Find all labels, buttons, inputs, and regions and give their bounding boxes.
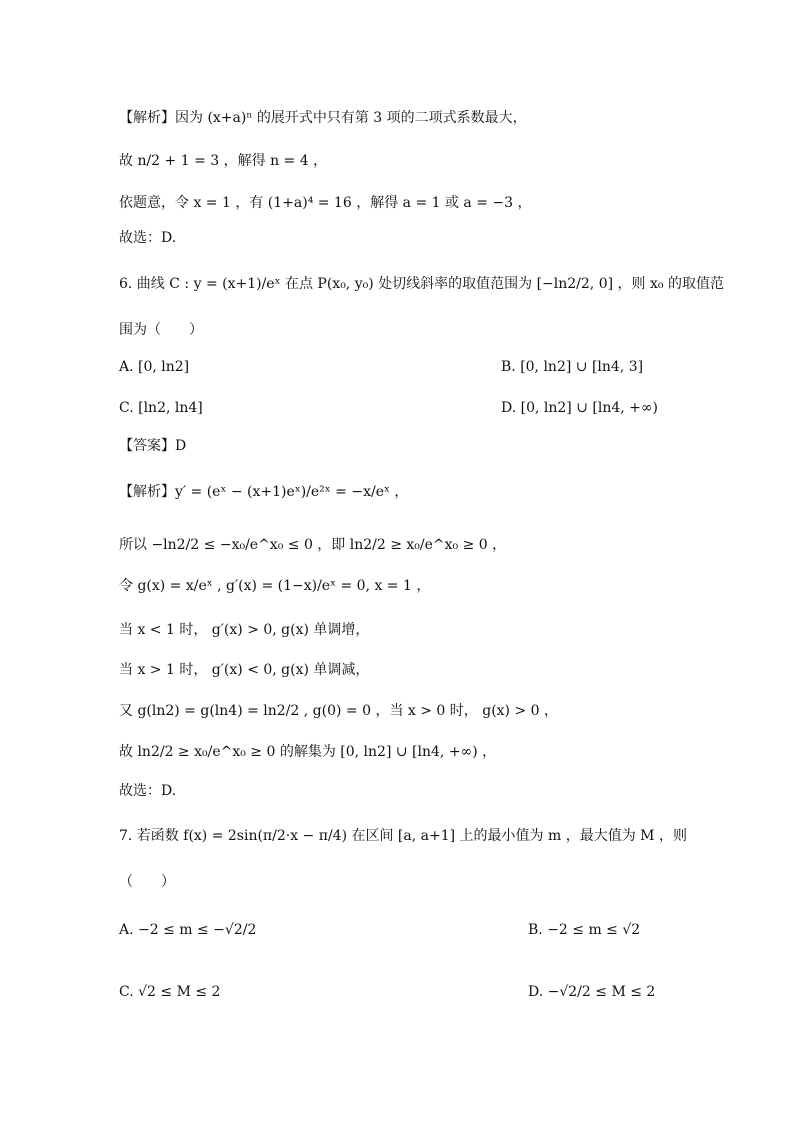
question-6-solution-line: 故选：D.	[119, 783, 177, 799]
question-6-solution-line: 故 ln2/2 ≥ x₀/e^x₀ ≥ 0 的解集为 [0, ln2] ∪ [ln4, +∞) ，	[119, 744, 497, 760]
question-6-solution-line: 所以 −ln2/2 ≤ −x₀/e^x₀ ≤ 0 ，即 ln2/2 ≥ x₀/e^x₀ ≥ 0 ，	[119, 537, 507, 553]
question-6-solution-line: 令 g(x) = x/eˣ , g′(x) = (1−x)/eˣ = 0, x = 1 ，	[119, 578, 431, 594]
question-6-option-b: B. [0, ln2] ∪ [ln4, 3]	[501, 359, 644, 375]
solution-5-line-2: 故 n/2 + 1 = 3 ，解得 n = 4 ，	[119, 153, 328, 169]
question-6-stem-line-2: 围为（ ）	[119, 322, 203, 338]
question-7-option-d: D. −√2/2 ≤ M ≤ 2	[528, 984, 656, 1000]
question-7-stem-line-1: 7. 若函数 f(x) = 2sin(π/2·x − π/4) 在区间 [a, a+1] 上的最小值为 m ，最大值为 M ，则	[119, 828, 687, 844]
question-6-solution-line: 当 x < 1 时， g′(x) > 0, g(x) 单调增，	[119, 622, 370, 638]
question-6-option-c: C. [ln2, ln4]	[119, 400, 203, 416]
question-7-option-a: A. −2 ≤ m ≤ −√2/2	[119, 922, 257, 938]
solution-5-line-1: 【解析】因为 (x+a)ⁿ 的展开式中只有第 3 项的二项式系数最大，	[119, 110, 527, 126]
solution-5-line-3: 依题意，令 x = 1 ，有 (1+a)⁴ = 16 ，解得 a = 1 或 a = −3 ，	[119, 195, 532, 211]
question-7-stem-line-2: （ ）	[119, 874, 175, 890]
question-6-answer: 【答案】D	[119, 438, 187, 454]
question-6-solution-line: 当 x > 1 时， g′(x) < 0, g(x) 单调减，	[119, 662, 370, 678]
question-7-option-c: C. √2 ≤ M ≤ 2	[119, 984, 221, 1000]
solution-5-choice: 故选：D.	[119, 230, 177, 246]
question-6-solution-line: 【解析】y′ = (eˣ − (x+1)eˣ)/e²ˣ = −x/eˣ ，	[119, 484, 409, 500]
question-6-stem-line-1: 6. 曲线 C : y = (x+1)/eˣ 在点 P(x₀, y₀) 处切线斜率的取值范围为 [−ln2/2, 0] ，则 x₀ 的取值范	[119, 276, 724, 292]
question-6-option-d: D. [0, ln2] ∪ [ln4, +∞)	[501, 400, 659, 416]
question-6-solution-line: 又 g(ln2) = g(ln4) = ln2/2 , g(0) = 0 ，当 x > 0 时， g(x) > 0 ，	[119, 703, 558, 719]
question-7-option-b: B. −2 ≤ m ≤ √2	[528, 922, 641, 938]
question-6-option-a: A. [0, ln2]	[119, 359, 190, 375]
